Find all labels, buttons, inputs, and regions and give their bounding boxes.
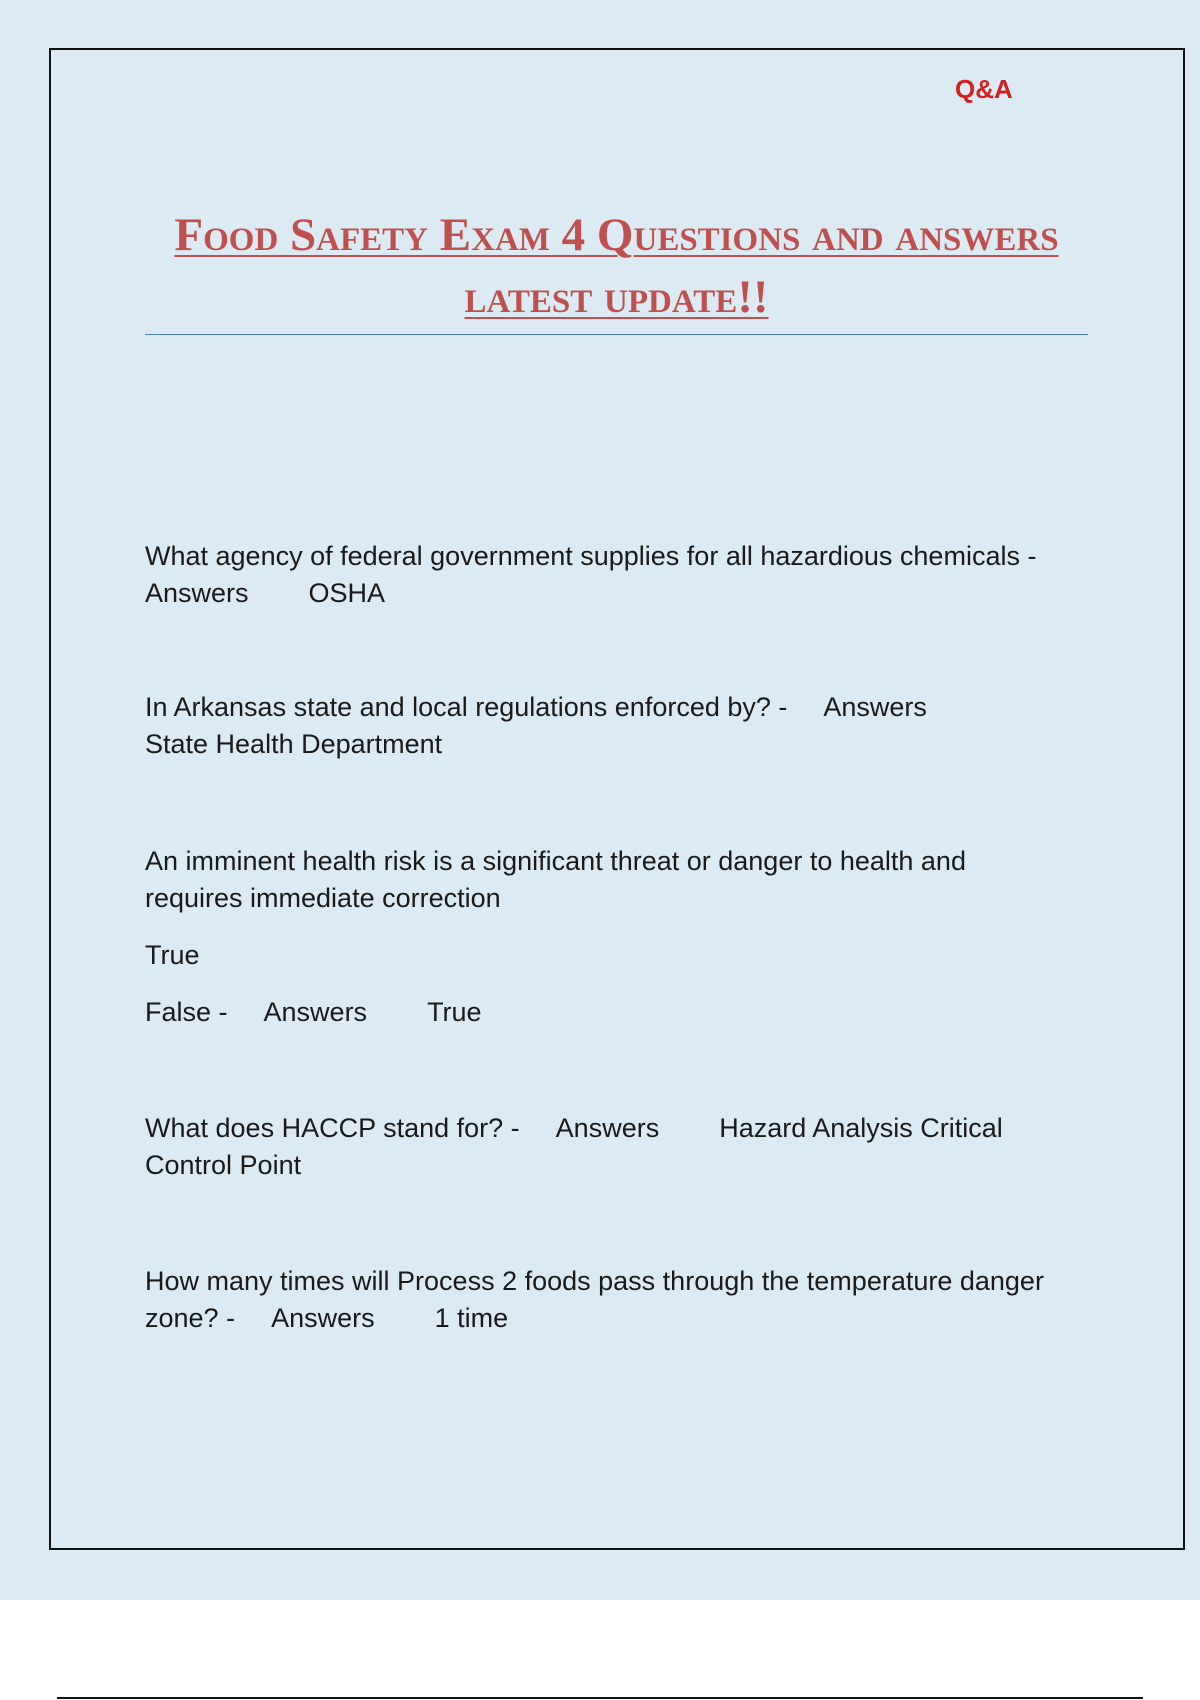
qa-item-5-text xyxy=(145,1263,1095,1337)
question-text: An imminent health risk is a significant threat or danger to health and requires immediate correction xyxy=(145,846,966,913)
question-text: What agency of federal government supplies for all hazardious chemicals - xyxy=(145,541,1037,571)
answer-text: 1 time xyxy=(434,1303,509,1333)
answer-label: Answers xyxy=(263,997,368,1027)
option-false: False - xyxy=(145,997,228,1027)
qa-item-2-text xyxy=(145,689,1095,763)
qa-badge: Q&A xyxy=(955,74,1013,104)
qa-item-1 xyxy=(145,538,1095,612)
answer-text: OSHA xyxy=(308,578,386,608)
footer-divider xyxy=(57,1697,1143,1699)
option-true: True xyxy=(145,940,200,970)
qa-item-4-text xyxy=(145,1110,1095,1184)
question-text: What does HACCP stand for? - xyxy=(145,1113,520,1143)
question-text: How many times will Process 2 foods pass through the temperature danger zone? - xyxy=(145,1266,1044,1333)
qa-item-3 xyxy=(145,843,1095,1031)
answer-text: Hazard Analysis Critical Control Point xyxy=(145,1113,1003,1180)
title-divider xyxy=(145,334,1088,335)
answer-label: Answers xyxy=(271,1303,375,1333)
qa-item-5 xyxy=(145,1263,1095,1337)
document-title: Food Safety Exam 4 Questions and answers latest update!! xyxy=(174,209,1059,323)
answer-label: Answers xyxy=(145,578,249,608)
qa-item-1-text xyxy=(145,538,1095,612)
answer-label: Answers xyxy=(555,1113,660,1143)
question-text: In Arkansas state and local regulations enforced by? - xyxy=(145,692,788,722)
qa-item-2 xyxy=(145,689,1095,763)
qa-item-4 xyxy=(145,1110,1095,1184)
answer-text: True xyxy=(427,997,482,1027)
answer-label: Answers xyxy=(823,692,927,722)
qa-item-3-answer xyxy=(145,994,1095,1031)
answer-text: State Health Department xyxy=(145,729,443,759)
